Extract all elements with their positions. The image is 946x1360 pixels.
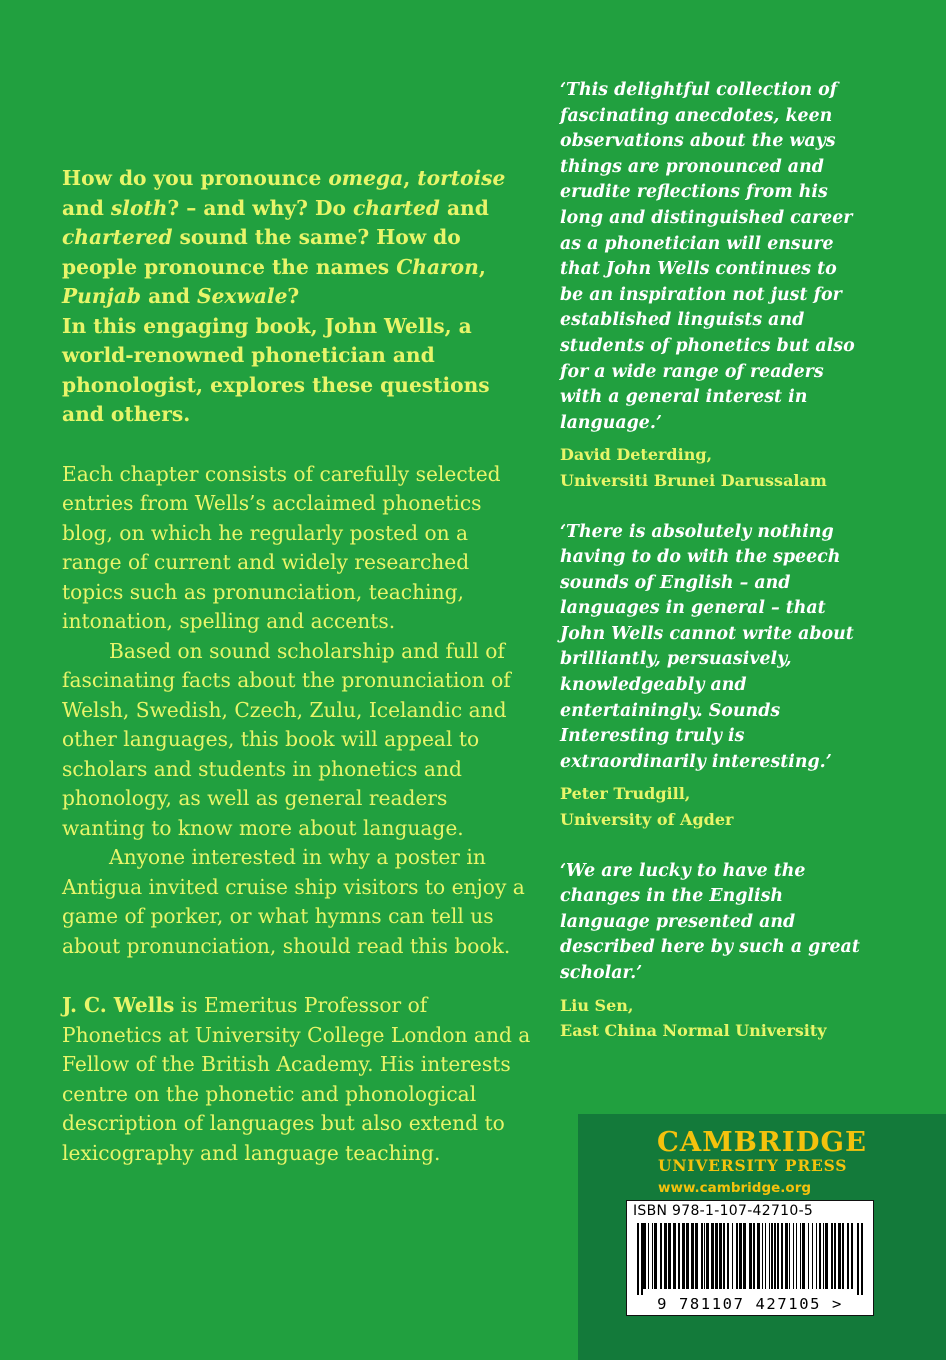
- barcode-bar: [774, 1223, 776, 1289]
- barcode-bar: [686, 1223, 689, 1289]
- barcode-bar: [785, 1223, 788, 1289]
- barcode-bar: [851, 1223, 853, 1289]
- barcode-bar: [678, 1223, 680, 1289]
- endorsement-attribution: [560, 993, 860, 1044]
- barcode-bar: [654, 1223, 657, 1289]
- barcode-bar: [673, 1223, 676, 1289]
- author-bio-text: is Emeritus Professor of Phonetics at University College London and a Fellow of the British Academy. His interests centre on the phonetic and phonological description of languages but also extend to lexicography and language teaching.: [62, 993, 531, 1165]
- barcode-bar: [691, 1223, 694, 1289]
- barcode-guard-bar: [857, 1223, 859, 1295]
- barcode-bar: [732, 1223, 733, 1289]
- isbn-barcode: [626, 1200, 874, 1316]
- intro-text-run: sound the same? How do people pronounce the names: [62, 225, 461, 279]
- barcode-bar: [808, 1223, 809, 1289]
- barcode-bar: [711, 1223, 714, 1289]
- barcode-bar: [706, 1223, 709, 1289]
- description-paragraph-2: Based on sound scholarship and full of fascinating facts about the pronunciation of Welsh, Swedish, Czech, Zulu, Icelandic and other languages, this book will appeal to scholars and students in phonetics and phonology, as well as general readers wanting to know more about language.: [62, 638, 511, 840]
- barcode-bar: [842, 1223, 844, 1289]
- endorsement-affiliation: East China Normal University: [560, 1021, 827, 1041]
- barcode-bar: [643, 1223, 646, 1289]
- intro-italic-term: charted: [352, 195, 440, 220]
- barcode-guard-bar: [641, 1223, 643, 1295]
- description-paragraph-1: Each chapter consists of carefully selected entries from Wells’s acclaimed phonetics blog, on which he regularly posted on a range of current and widely researched topics such as pronunciation, teaching, intonation, spelling and accents.: [62, 461, 501, 633]
- barcode-guard-bar: [861, 1223, 863, 1295]
- endorsement-attribution: [560, 442, 860, 493]
- barcode-bars: [637, 1223, 863, 1295]
- barcode-bar: [771, 1223, 773, 1289]
- intro-italic-term: tortoise: [417, 166, 506, 190]
- endorsement-attribution: [560, 781, 860, 832]
- barcode-bar: [834, 1223, 836, 1289]
- barcode-bar: [816, 1223, 817, 1289]
- barcode-bar: [823, 1223, 824, 1289]
- barcode-bar: [736, 1223, 738, 1289]
- endorsement-quote: ‘There is absolutely nothing having to do with the speech sounds of English – and languages in general – that John Wells cannot write about brilliantly, persuasively, knowledgeably and entertainingly. Sounds Interesting truly is extraordinarily interesting.’: [560, 521, 854, 772]
- intro-italic-term: omega: [328, 166, 404, 190]
- endorsement-2: [560, 520, 860, 833]
- intro-text-run: ,: [403, 166, 418, 190]
- barcode-bar: [695, 1223, 698, 1289]
- endorsement-3: [560, 859, 860, 1044]
- barcode-bar: [838, 1223, 841, 1289]
- barcode-bar: [743, 1223, 746, 1289]
- barcode-bar: [793, 1223, 794, 1289]
- intro-paragraph-1: [62, 164, 532, 312]
- barcode-bar: [660, 1223, 662, 1289]
- barcode-bar: [796, 1223, 797, 1289]
- endorsement-quote: ‘This delightful collection of fascinating anecdotes, keen observations about the ways things are pronounced and erudite reflections from his long and distinguished career as a phonetician will ensure that John Wells continues to be an inspiration not just for established linguists and students of phonetics but also for a wide range of readers with a general interest in language.’: [560, 80, 855, 433]
- intro-text-run: and: [62, 195, 111, 220]
- barcode-bar: [831, 1223, 833, 1289]
- barcode-bar: [701, 1223, 703, 1289]
- barcode-bar: [812, 1223, 813, 1289]
- intro-text-run: and: [141, 284, 197, 308]
- intro-italic-term: Charon: [396, 254, 479, 279]
- endorsement-affiliation: Universiti Brunei Darussalam: [560, 470, 827, 490]
- endorsement-quote: ‘We are lucky to have the changes in the English language presented and described here by such a great scholar.’: [560, 860, 860, 983]
- publisher-logo-subname: UNIVERSITY PRESS: [658, 1156, 848, 1175]
- intro-italic-term: sloth: [110, 195, 168, 220]
- barcode-bar: [847, 1223, 849, 1289]
- barcode-bar: [819, 1223, 821, 1289]
- barcode-bar: [757, 1223, 760, 1289]
- barcode-bar: [789, 1223, 790, 1289]
- endorsement-affiliation: University of Agder: [560, 810, 734, 830]
- isbn-label: ISBN 978-1-107-42710-5: [633, 1203, 814, 1219]
- intro-text-run: ?: [287, 284, 300, 308]
- barcode-bar: [668, 1223, 671, 1289]
- barcode-bar: [762, 1223, 763, 1289]
- intro-text-run: ,: [478, 254, 486, 279]
- left-column: [62, 164, 532, 1168]
- barcode-bar: [719, 1223, 722, 1289]
- intro-italic-term: Sexwale: [196, 284, 288, 308]
- barcode-bar: [769, 1223, 770, 1289]
- barcode-bar: [739, 1223, 742, 1289]
- barcode-bar: [648, 1223, 649, 1289]
- barcode-bar: [723, 1223, 725, 1289]
- intro-italic-term: chartered: [62, 225, 173, 249]
- endorsements-column: [560, 78, 860, 1044]
- endorsement-author: Peter Trudgill,: [560, 784, 691, 804]
- barcode-bar: [715, 1223, 718, 1289]
- barcode-bar: [825, 1223, 828, 1289]
- barcode-bar: [749, 1223, 752, 1289]
- publisher-panel: [578, 1114, 946, 1360]
- intro-italic-term: Punjab: [62, 284, 142, 308]
- publisher-url: www.cambridge.org: [658, 1180, 812, 1196]
- intro-text-run: ? – and why? Do: [167, 195, 353, 220]
- barcode-bar: [664, 1223, 667, 1289]
- barcode-bar: [802, 1223, 805, 1289]
- barcode-guard-bar: [637, 1223, 639, 1295]
- barcode-digits: 9 781107 427105 >: [657, 1295, 843, 1313]
- author-name: J. C. Wells: [62, 993, 175, 1017]
- endorsement-author: David Deterding,: [560, 445, 713, 465]
- barcode-bar: [800, 1223, 801, 1289]
- barcode-bar: [765, 1223, 766, 1289]
- intro-paragraph-2: In this engaging book, John Wells, a world-renowned phonetician and phonologist, explores these questions and others.: [62, 313, 490, 426]
- barcode-bar: [781, 1223, 783, 1289]
- publisher-logo-name: CAMBRIDGE: [657, 1126, 867, 1158]
- barcode-bar: [753, 1223, 755, 1289]
- description-paragraph-3: Anyone interested in why a poster in Antigua invited cruise ship visitors to enjoy a game of porker, or what hymns can tell us about pronunciation, should read this book.: [62, 845, 525, 958]
- barcode-bar: [777, 1223, 779, 1289]
- intro-text-run: How do you pronounce: [62, 166, 329, 190]
- barcode-bar: [652, 1223, 653, 1289]
- endorsement-1: [560, 78, 860, 494]
- author-bio: [62, 991, 532, 1168]
- barcode-bar: [704, 1223, 705, 1289]
- intro-text-run: and: [439, 195, 489, 220]
- barcode-bar: [682, 1223, 685, 1289]
- barcode-bar: [727, 1223, 729, 1289]
- endorsement-author: Liu Sen,: [560, 995, 634, 1015]
